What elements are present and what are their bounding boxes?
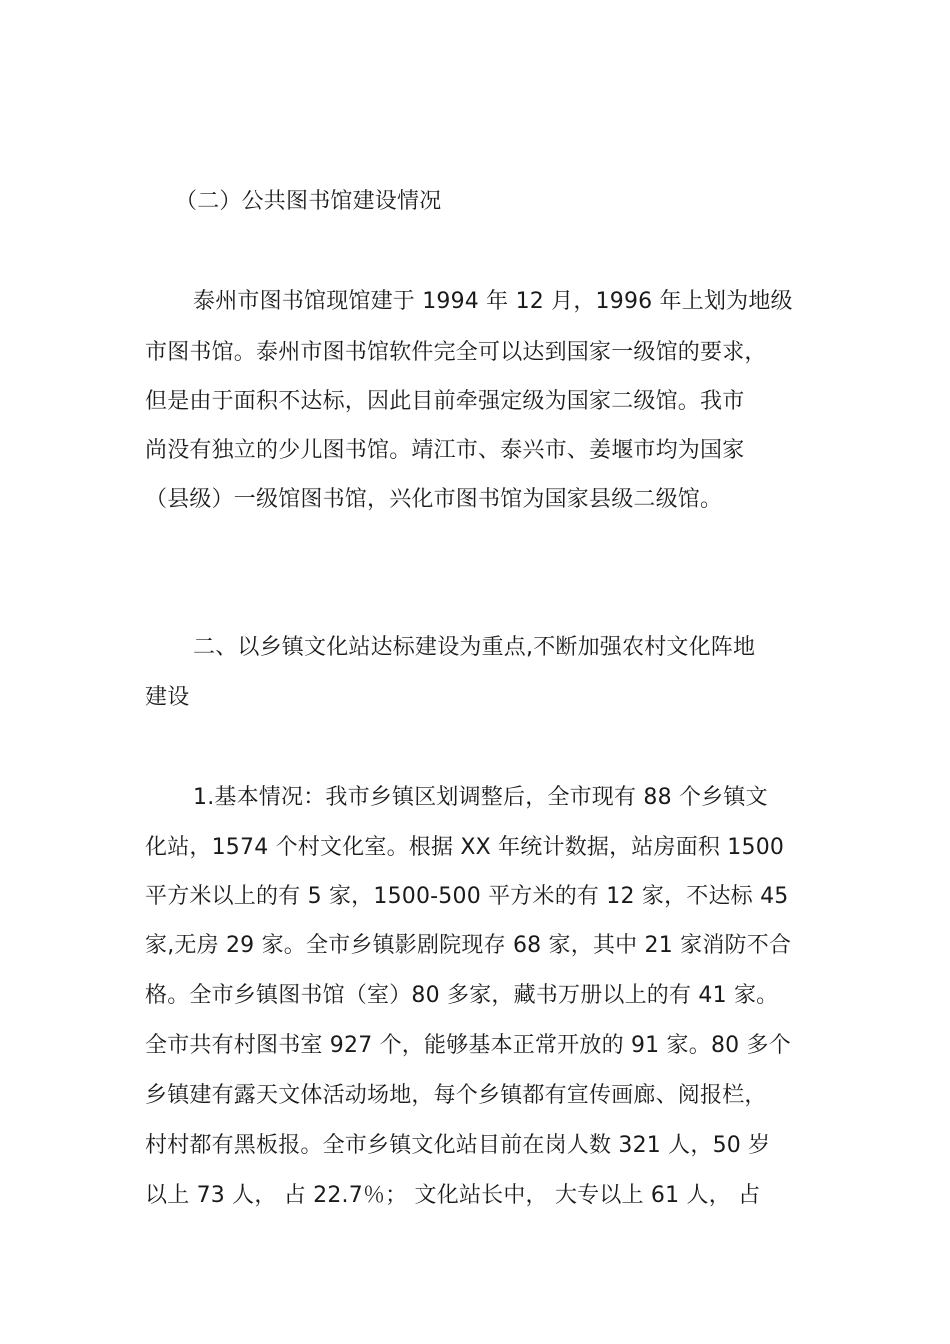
paragraph-line: 乡镇建有露天文体活动场地，每个乡镇都有宣传画廊、阅报栏， xyxy=(145,1083,767,1108)
paragraph-line: （县级）一级馆图书馆，兴化市图书馆为国家县级二级馆。 xyxy=(145,487,723,512)
paragraph-line: 以上 73 人， 占 22.7％； 文化站长中， 大专以上 61 人， 占 xyxy=(145,1183,761,1208)
paragraph-line: 全市共有村图书室 927 个，能够基本正常开放的 91 家。80 多个 xyxy=(145,1033,791,1058)
paragraph-line: 化站，1574 个村文化室。根据 XX 年统计数据，站房面积 1500 xyxy=(145,835,785,860)
paragraph-line: 市图书馆。泰州市图书馆软件完全可以达到国家一级馆的要求， xyxy=(145,340,767,365)
paragraph-line: 村村都有黑板报。全市乡镇文化站目前在岗人数 321 人，50 岁 xyxy=(145,1133,771,1158)
paragraph-line: 格。全市乡镇图书馆（室）80 多家，藏书万册以上的有 41 家。 xyxy=(145,983,779,1008)
subheading: （二）公共图书馆建设情况 xyxy=(175,189,442,214)
section-heading-line: 建设 xyxy=(145,685,190,710)
paragraph-line: 平方米以上的有 5 家，1500-500 平方米的有 12 家，不达标 45 xyxy=(145,884,789,909)
section-heading-line: 二、以乡镇文化站达标建设为重点,不断加强农村文化阵地 xyxy=(193,635,756,660)
paragraph-line: 尚没有独立的少儿图书馆。靖江市、泰兴市、姜堰市均为国家 xyxy=(145,438,745,463)
paragraph-line: 但是由于面积不达标，因此目前牵强定级为国家二级馆。我市 xyxy=(145,389,745,414)
paragraph-line: 家,无房 29 家。全市乡镇影剧院现存 68 家，其中 21 家消防不合 xyxy=(145,933,792,958)
paragraph-line: 泰州市图书馆现馆建于 1994 年 12 月，1996 年上划为地级 xyxy=(193,289,793,314)
paragraph-line: 1.基本情况：我市乡镇区划调整后，全市现有 88 个乡镇文 xyxy=(193,785,768,810)
